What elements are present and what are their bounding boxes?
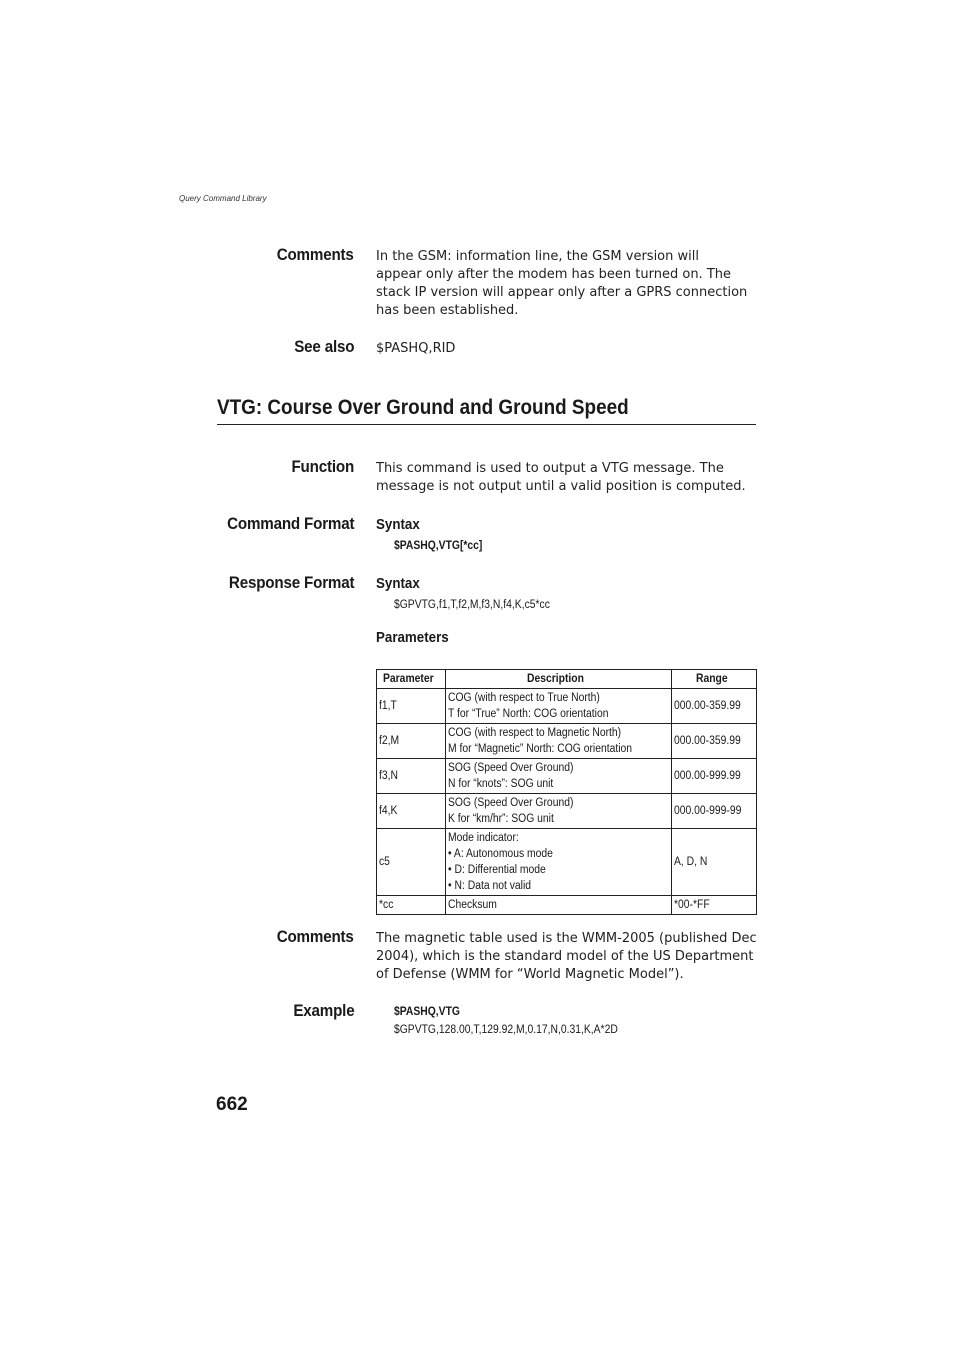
param-cell: c5 [377,829,446,896]
command-syntax-heading: Syntax [376,517,420,533]
range-cell: 000.00-359.99 [672,724,757,759]
comments-text: The magnetic table used is the WMM-2005 (published Dec 2004), which is the standard model of the US Department of Defense (WMM for “World Magnetic Model”). [376,931,757,982]
command-syntax: $PASHQ,VTG[*cc] [394,540,483,552]
comments-label-top: Comments [277,246,354,264]
table-row [377,794,757,829]
range-cell: 000.00-999-99 [672,794,757,829]
desc-cell: COG (with respect to Magnetic North) M for “Magnetic” North: COG orientation [446,724,672,759]
response-syntax: $GPVTG,f1,T,f2,M,f3,N,f4,K,c5*cc [394,599,550,611]
param-cell: f4,K [377,794,446,829]
command-format-label: Command Format [226,515,354,533]
param-cell: f3,N [377,759,446,794]
section-title: VTG: Course Over Ground and Ground Speed [217,396,629,419]
table-row [377,689,757,724]
parameters-table [376,669,757,915]
desc-cell: Checksum [446,896,672,915]
table-row [377,896,757,915]
comments-label: Comments [277,928,354,946]
range-cell: *00-*FF [672,896,757,915]
desc-cell: SOG (Speed Over Ground) K for “km/hr”: SOG unit [446,794,672,829]
table-row [377,759,757,794]
header-parameter: Parameter [377,670,446,689]
comments-text-top: In the GSM: information line, the GSM version will appear only after the modem has been turned on. The stack IP version will appear only after a GPRS connection has been established. [376,249,748,318]
desc-cell: Mode indicator: • A: Autonomous mode • D: Differential mode • N: Data not valid [446,829,672,896]
example-label: Example [292,1002,354,1020]
range-cell: A, D, N [672,829,757,896]
table-row [377,724,757,759]
parameters-heading: Parameters [376,630,449,646]
range-cell: 000.00-999.99 [672,759,757,794]
table-header-row [377,670,757,689]
function-text: This command is used to output a VTG message. The message is not output until a valid position is computed. [376,461,746,494]
page-number: 662 [216,1094,248,1115]
running-header: Query Command Library [179,194,267,203]
param-cell: f1,T [377,689,446,724]
desc-cell: SOG (Speed Over Ground) N for “knots”: SOG unit [446,759,672,794]
function-label: Function [291,458,354,476]
param-cell: f2,M [377,724,446,759]
response-format-label: Response Format [228,574,354,592]
example-command: $PASHQ,VTG [394,1006,460,1018]
see-also-label: See also [293,338,354,356]
param-cell: *cc [377,896,446,915]
table-row [377,829,757,896]
section-divider [217,424,756,425]
range-cell: 000.00-359.99 [672,689,757,724]
header-range: Range [672,670,757,689]
see-also-text: $PASHQ,RID [376,341,456,356]
header-description: Description [446,670,672,689]
example-response: $GPVTG,128.00,T,129.92,M,0.17,N,0.31,K,A*2D [394,1024,618,1036]
response-syntax-heading: Syntax [376,576,420,592]
desc-cell: COG (with respect to True North) T for “True” North: COG orientation [446,689,672,724]
